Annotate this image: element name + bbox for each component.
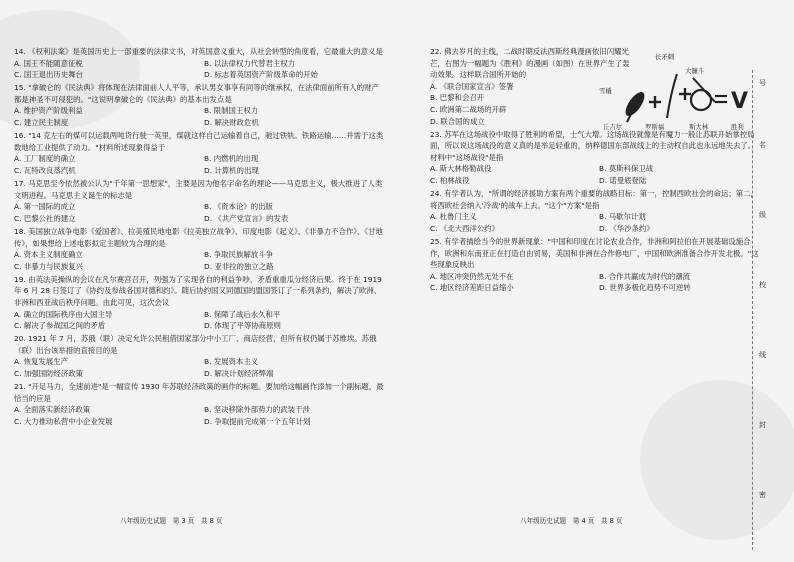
option-b: B. 莫斯科保卫战 [599, 164, 654, 174]
option-b: B. 限制国王权力 [204, 106, 259, 116]
option-b: B. 争取民族解放斗争 [204, 250, 273, 260]
margin-mark: 线 [759, 351, 766, 359]
cigar-shape [622, 89, 648, 119]
margin-mark: 号 [759, 79, 766, 87]
option-a: A. 维护资产阶级利益 [14, 106, 83, 116]
option-a: A. 杜鲁门主义 [430, 212, 477, 222]
option-d: D. 诺曼底登陆 [599, 176, 647, 186]
option-c: C. 大力推动私营中小企业发展 [14, 416, 113, 426]
option-c: C. 国王退出历史舞台 [14, 70, 83, 80]
option-d: D. 亚非拉的独立之路 [204, 261, 274, 271]
option-b: B. 巴黎和会召开 [430, 93, 485, 103]
option-c: C. 加强国防经济政策 [14, 369, 83, 379]
option-d: D. 争取提前完成第一个五年计划 [204, 416, 311, 426]
option-c: C. 非暴力与民族复兴 [14, 261, 83, 271]
question-stem: 17. 马克思至今依然被公认为"千年第一思想家"，主要是因为他名字命名的理论——马克思主义，极大推进了人类文明进程。马克思主义诞生的标志是 [14, 179, 383, 200]
cartoon-label-right: 大镰斗 [685, 67, 705, 75]
option-b: B. 坚决移除外部势力的武装干涉 [204, 405, 310, 415]
option-a: A. 第一国际的成立 [14, 202, 76, 212]
option-a: A. 斯大林格勒战役 [430, 164, 492, 174]
victory-v-glyph: V [731, 89, 749, 114]
question-17 [14, 178, 386, 224]
option-d: D. 解决财政危机 [204, 118, 259, 128]
option-b: B. 保障了战后永久和平 [204, 309, 281, 319]
question-stem: 22. 佛去岁月的主线，二战时期反法西斯经典漫画依旧闪耀光芒，右图为一幅题为《胜利》的漫画（如图）在世界产生了轰动效果。这样联合国所开始的 [430, 47, 630, 80]
option-a: A. 全面落实新经济政策 [14, 405, 91, 415]
option-b: B. 合作共赢成为时代的潮流 [599, 271, 691, 281]
question-19 [14, 274, 386, 332]
caption-roosevelt: 罗斯福 [645, 123, 665, 131]
question-stem: 21. "开足马力，全速前进"是一幅宣传 1930 年苏联经济政策的画作的标题。要加给这幅画作添加一个副标题，最恰当的应是 [14, 382, 384, 403]
question-18 [14, 226, 386, 272]
left-page-questions [14, 46, 386, 429]
option-d: D. 世界多极化趋势不可逆转 [599, 283, 691, 293]
option-a: A. 确立的国际秩序由大国主导 [14, 309, 113, 319]
option-c: C. 瓦特改良蒸汽机 [14, 165, 76, 175]
option-c: C. 柏林战役 [430, 176, 470, 186]
question-stem: 20. 1921 年 7 月，苏俄（联）决定允许公民租借国家部分中小工厂、商店经营，但所有权仍属于苏维埃。苏俄（联）出台该举措的直接目的是 [14, 334, 377, 355]
caption-churchill: 丘吉尔 [603, 123, 623, 131]
margin-mark: 名 [759, 141, 766, 149]
question-20 [14, 333, 386, 379]
page-footer-left: 八年级历史试题 第 3 页 共 8 页 [120, 517, 223, 525]
question-stem: 18. 美国独立战争电影《爱国者》、拉美殖民地电影《拉美独立战争》、印度电影《起义》、《非暴力不合作》、《甘地传》，如果想给上述电影拟定主题较为合理的是 [14, 226, 383, 248]
binding-margin [752, 70, 781, 550]
option-c: C. 巴黎公社的建立 [14, 213, 76, 223]
option-b: B. 以法律权力代替君主权力 [204, 58, 296, 68]
question-stem: 23. 苏军在这场战役中取得了胜利的希望，士气大增。这场战役就像是有魔力一般让苏联开始掌控局面，所以说这场战役的意义真的是举足轻重的，纳粹德国东部战线上的主动权自此也永远地失去了。材料中"这场战役"是指 [430, 129, 756, 162]
option-c: C. 地区经济差距日益缩小 [430, 283, 514, 293]
caption-stalin: 斯大林 [689, 123, 709, 131]
option-b: B. 马歇尔计划 [599, 212, 646, 222]
option-d: D. 《共产党宣言》的发表 [204, 213, 289, 223]
question-23 [430, 129, 760, 187]
cane-shape [667, 74, 677, 118]
option-d: D. 计算机的出现 [204, 165, 259, 175]
question-stem: 16. "14 克左右的煤可以运载两吨货行驶一英里，煤就这样自己运输着自己，驰过铁轨。铁路运输……并需于这类数地给工业提供了动力。"材料所述现象得益于 [14, 131, 384, 152]
margin-mark: 密 [759, 491, 766, 499]
margin-mark: 级 [759, 211, 766, 219]
question-21 [14, 381, 386, 427]
question-stem: 15. "拿破仑的《民法典》将体现在法律面前人人平等，承认男女事享有同等的继承权，在法律面前所有人的财产都是神圣不可侵犯的。"这说明拿破仑的《民法典》的基本出发点是 [14, 83, 379, 104]
question-14 [14, 46, 386, 81]
caption-victory: 胜利 [731, 123, 744, 131]
option-a: A. 《联合国家宣言》签署 [430, 81, 514, 91]
option-b: B. 《资本论》的出版 [204, 202, 273, 212]
option-c: C. 欧洲第二战场的开辟 [430, 104, 507, 114]
option-b: B. 发展资本主义 [204, 357, 259, 367]
option-a: A. 地区冲突仍然无处不在 [430, 271, 514, 281]
question-stem: 25. 有学者描绘当今的世界新现象："中国和印度在讨论农业合作，非洲和阿拉伯在开展基础设施合作，欧洲和东南亚正在打造自由贸易，美国和非洲在合作修电厂，中国和欧洲准备合作开发北极。"这些现象反映出 [430, 237, 759, 270]
cartoon-label-top: 长矛刺 [655, 53, 675, 61]
page-footer-right: 八年级历史试题 第 4 页 共 8 页 [520, 517, 623, 525]
option-c: C. 《北大西洋公约》 [430, 223, 499, 233]
option-d: D. 解决计划经济弊端 [204, 369, 274, 379]
victory-cartoon [597, 52, 757, 134]
question-16 [14, 130, 386, 176]
question-25 [430, 236, 760, 294]
option-d: D. 《华沙条约》 [599, 223, 654, 233]
question-15 [14, 82, 386, 128]
option-a: A. 资本主义制度确立 [14, 250, 83, 260]
margin-mark: 封 [759, 421, 766, 429]
question-stem: 19. 由英法美操纵的会议在凡尔赛宫召开，列强为了实现各自的利益争吵，矛盾重重瓜分经济后果。终于在 1919 年 6 月 28 日签订了《协约及参战各国对德和约》。随后协约国又同德国的盟国签订了一系列条约，解决了欧洲、非洲和西亚战后秩序问题。由此可见，这次会议 [14, 274, 382, 307]
option-a: A. 工厂制度的确立 [14, 154, 76, 164]
option-d: D. 标志着英国资产阶级革命的开始 [204, 70, 318, 80]
option-c: C. 建立民主制度 [14, 118, 69, 128]
question-stem: 14. 《权利法案》是英国历史上一部重要的法律文书，对英国意义重大，从社会转型的角度看，它最重大的意义是 [14, 47, 383, 56]
option-c: C. 解决了参战国之间的矛盾 [14, 321, 106, 331]
question-24 [430, 188, 760, 234]
option-a: A. 国王不能随意征税 [14, 58, 83, 68]
option-d: D. 联合国的成立 [430, 116, 485, 126]
cartoon-label-left: 雪橇 [599, 87, 612, 95]
margin-mark: 校 [759, 281, 766, 289]
option-a: A. 恢复发展生产 [14, 357, 68, 367]
question-stem: 24. 有学者认为，"所谓的经济援助方案有两个重要的战略目标：第一，控制西欧社会的命运；第二，将西欧社会纳入'冷战'的战车上去。"这个"方案"是指 [430, 189, 758, 210]
option-b: B. 内燃机的出现 [204, 154, 259, 164]
option-d: D. 体现了平等协商原则 [204, 321, 281, 331]
